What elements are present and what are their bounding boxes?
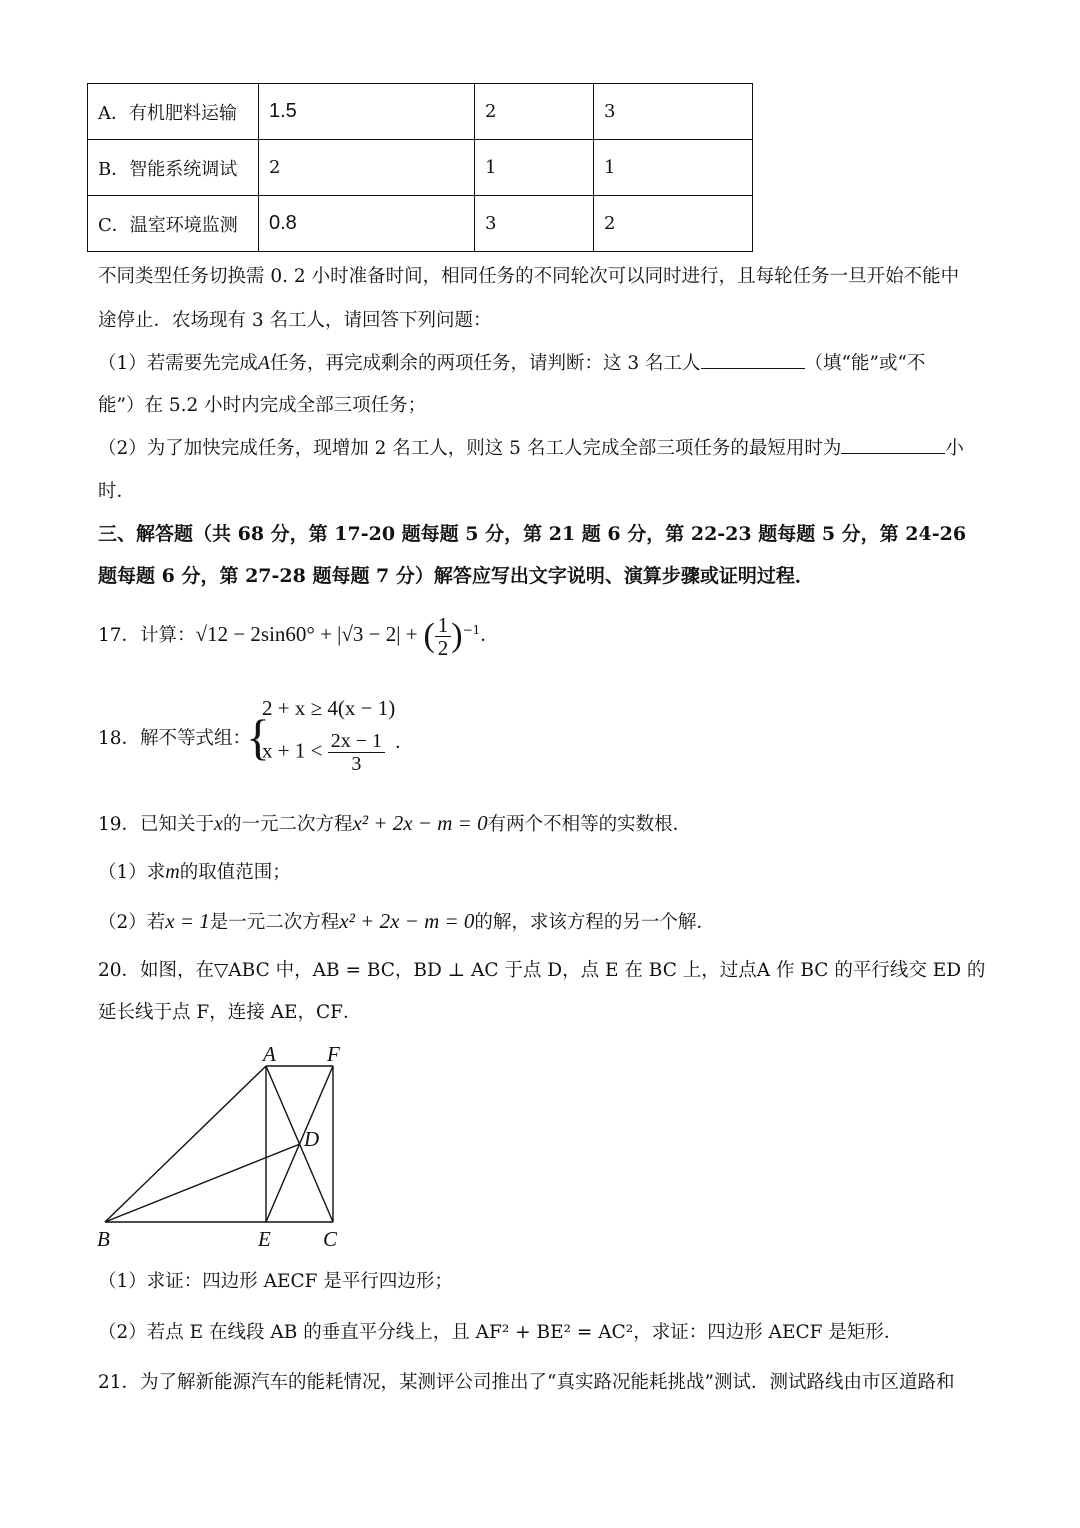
cell-value: 2	[259, 140, 475, 196]
question-20: 20．如图，在▽ABC 中，AB = BC，BD ⊥ AC 于点 D，点 E 在 BC 上，过点A 作 BC 的平行线交 ED 的	[98, 960, 986, 981]
section-heading: 三、解答题（共 68 分，第 17-20 题每题 5 分，第 21 题 6 分，第 22-23 题每题 5 分，第 24-26	[98, 523, 967, 545]
paragraph-line: 能”）在 5.2 小时内完成全部三项任务；	[98, 395, 427, 416]
q18-inequality-1: 2 + x ≥ 4(x − 1)	[262, 696, 396, 720]
point-label-F: F	[327, 1042, 340, 1066]
question-20-2: （2）若点 E 在线段 AB 的垂直平分线上，且 AF² + BE² = AC²，求证：四边形 AECF 是矩形．	[98, 1322, 903, 1343]
cell-value: 2	[594, 196, 753, 252]
point-label-D: D	[304, 1127, 320, 1151]
q1-text-c: （填“能”或“不	[804, 353, 926, 374]
q1-text-b: 任务，再完成剩余的两项任务，请判断：这 3 名工人	[270, 353, 701, 374]
q18-inequality-2: x + 1 < $\frac{2x - 1}{3}$	[262, 730, 385, 775]
q17-fraction: $\frac{1}{2}$	[435, 614, 452, 659]
cell-value: 1	[475, 140, 594, 196]
point-label-B: B	[97, 1227, 110, 1251]
question-18-label: 18．解不等式组：	[98, 728, 252, 749]
q17-expression: √12 − 2sin60° + |√3 − 2| +	[195, 622, 418, 646]
question-19-1: （1）求m的取值范围；	[98, 861, 291, 883]
q1-var: A	[257, 352, 270, 374]
q1-text-a: （1）若需要先完成	[98, 353, 258, 374]
paren-left: (	[423, 617, 435, 654]
q2-text-a: （2）为了加快完成任务，现增加 2 名工人，则这 5 名工人完成全部三项任务的最短用时为	[98, 438, 842, 459]
q17-label: 17．计算：	[98, 625, 196, 646]
cell-value: 1	[594, 140, 753, 196]
cell-value: 1.5	[259, 84, 475, 140]
paren-right: )	[451, 617, 463, 654]
section-heading: 题每题 6 分，第 27-28 题每题 7 分）解答应写出文字说明、演算步骤或证明过程．	[98, 565, 814, 587]
cell-value: 3	[475, 196, 594, 252]
q18-end: ．	[395, 732, 413, 753]
paragraph-line: 时．	[98, 481, 136, 502]
task-label: C．温室环境监测	[88, 196, 259, 252]
question-20-1: （1）求证：四边形 AECF 是平行四边形；	[98, 1271, 453, 1292]
point-label-C: C	[323, 1227, 338, 1251]
point-label-A: A	[263, 1042, 276, 1066]
q18-fraction: $\frac{2x - 1}{3}$	[328, 730, 385, 775]
question-19: 19．已知关于x的一元二次方程x² + 2x − m = 0有两个不相等的实数根．	[98, 811, 692, 835]
segment-AB	[105, 1066, 266, 1222]
cell-value: 0.8	[259, 196, 475, 252]
cell-value: 2	[475, 84, 594, 140]
task-label: B．智能系统调试	[88, 140, 259, 196]
point-label-E: E	[258, 1227, 271, 1251]
system-brace: {	[246, 709, 270, 765]
cell-value: 3	[594, 84, 753, 140]
question-19-2: （2）若x = 1是一元二次方程x² + 2x − m = 0的解，求该方程的另一个解．	[98, 909, 715, 933]
paragraph-line: 不同类型任务切换需 0. 2 小时准备时间，相同任务的不同轮次可以同时进行，且每轮任务一旦开始不能中	[98, 266, 960, 287]
task-label: A．有机肥料运输	[88, 84, 259, 140]
q2-text-b: 小	[945, 438, 964, 459]
paragraph-line: 途停止．农场现有 3 名工人，请回答下列问题：	[98, 310, 492, 331]
question-21: 21．为了解新能源汽车的能耗情况，某测评公司推出了“真实路况能耗挑战”测试．测试路线由市区道路和	[98, 1372, 955, 1393]
q17-exponent: −1	[462, 623, 481, 637]
q17-end: ．	[480, 625, 499, 646]
question-20-line2: 延长线于点 F，连接 AE，CF．	[98, 1002, 362, 1023]
